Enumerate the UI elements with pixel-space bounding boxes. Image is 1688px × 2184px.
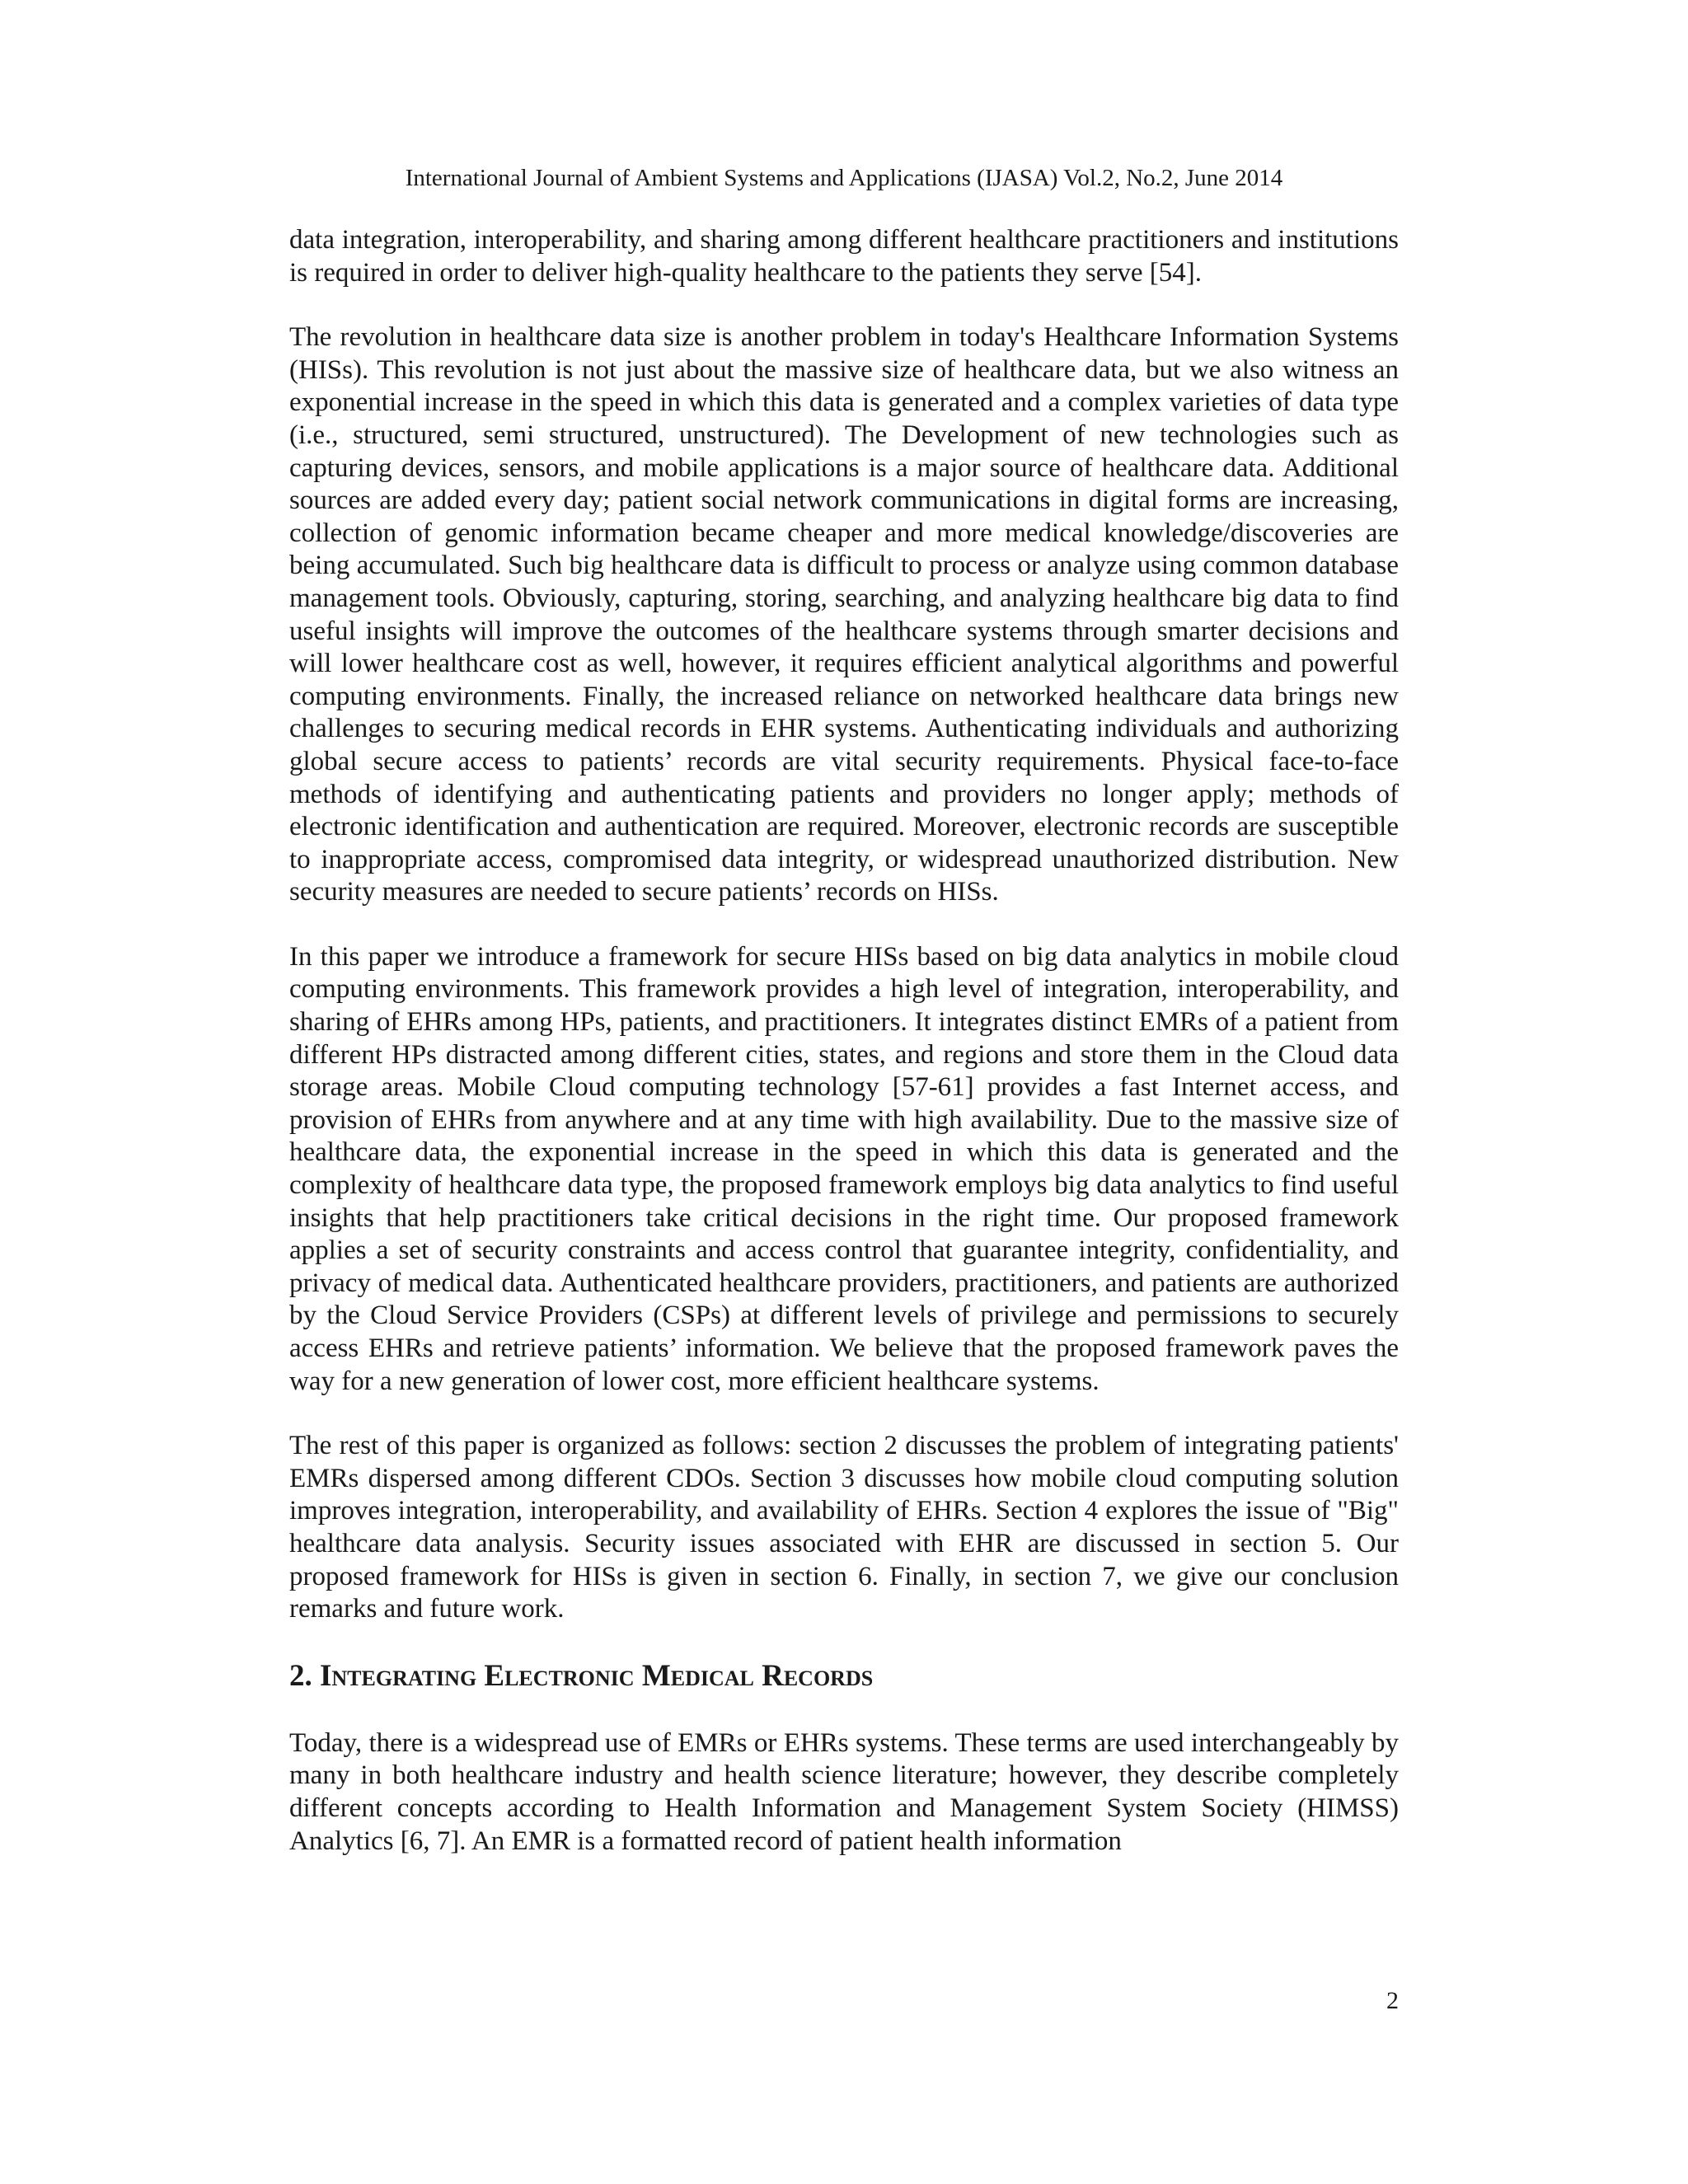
paragraph-big-data-problem: The revolution in healthcare data size is another problem in today's Healthcare Information Systems (HISs). This revolution is not just about the massive size of healthcare data, but we also witness an exponential increase in the speed in which this data is generated and a complex varieties of data type (i.e., structured, semi structured, unstructured). The Development of new technologies such as capturing devices, sensors, and mobile applications is a major source of healthcare data. Additional sources are added every day; patient social network communications in digital forms are increasing, collection of genomic information became cheaper and more medical knowledge/discoveries are being accumulated. Such big healthcare data is difficult to process or analyze using common database management tools. Obviously, capturing, storing, searching, and analyzing healthcare big data to find useful insights will improve the outcomes of the healthcare systems through smarter decisions and will lower healthcare cost as well, however, it requires efficient analytical algorithms and powerful computing environments. Finally, the increased reliance on networked healthcare data brings new challenges to securing medical records in EHR systems. Authenticating individuals and authorizing global secure access to patients’ records are vital security requirements. Physical face-to-face methods of identifying and authenticating patients and providers no longer apply; methods of electronic identification and authentication are required. Moreover, electronic records are susceptible to inappropriate access, compromised data integrity, or widespread unauthorized distribution. New security measures are needed to secure patients’ records on HISs. (289, 322, 1399, 907)
page-body (289, 224, 1399, 1890)
paragraph-paper-organization: The rest of this paper is organized as follows: section 2 discusses the problem of integrating patients' EMRs dispersed among different CDOs. Section 3 discusses how mobile cloud computing solution improves integration, interoperability, and availability of EHRs. Section 4 explores the issue of "Big" healthcare data analysis. Security issues associated with EHR are discussed in section 5. Our proposed framework for HISs is given in section 6. Finally, in section 7, we give our conclusion remarks and future work. (289, 1431, 1399, 1624)
paragraph-continued: data integration, interoperability, and sharing among different healthcare practitioners and institutions is required in order to deliver high-quality healthcare to the patients they serve [54]. (289, 225, 1399, 288)
page-number: 2 (1386, 1987, 1399, 2014)
paragraph-section-2: Today, there is a widespread use of EMRs or EHRs systems. These terms are used interchangeably by many in both healthcare industry and health science literature; however, they describe completely different concepts according to Health Information and Management System Society (HIMSS) Analytics [6, 7]. An EMR is a formatted record of patient health information (289, 1727, 1399, 1856)
paragraph-framework-intro: In this paper we introduce a framework for secure HISs based on big data analytics in mobile cloud computing environments. This framework provides a high level of integration, interoperability, and sharing of EHRs among HPs, patients, and practitioners. It integrates distinct EMRs of a patient from different HPs distracted among different cities, states, and regions and store them in the Cloud data storage areas. Mobile Cloud computing technology [57-61] provides a fast Internet access, and provision of EHRs from anywhere and at any time with high availability. Due to the massive size of healthcare data, the exponential increase in the speed in which this data is generated and the complexity of healthcare data type, the proposed framework employs big data analytics to find useful insights that help practitioners take critical decisions in the right time. Our proposed framework applies a set of security constraints and access control that guarantee integrity, confidentiality, and privacy of medical data. Authenticated healthcare providers, practitioners, and patients are authorized by the Cloud Service Providers (CSPs) at different levels of privilege and permissions to securely access EHRs and retrieve patients’ information. We believe that the proposed framework paves the way for a new generation of lower cost, more efficient healthcare systems. (289, 941, 1399, 1396)
running-header: International Journal of Ambient Systems and Applications (IJASA) Vol.2, No.2, June 2014 (405, 165, 1283, 191)
section-heading: 2. Integrating Electronic Medical Records (289, 1658, 874, 1693)
